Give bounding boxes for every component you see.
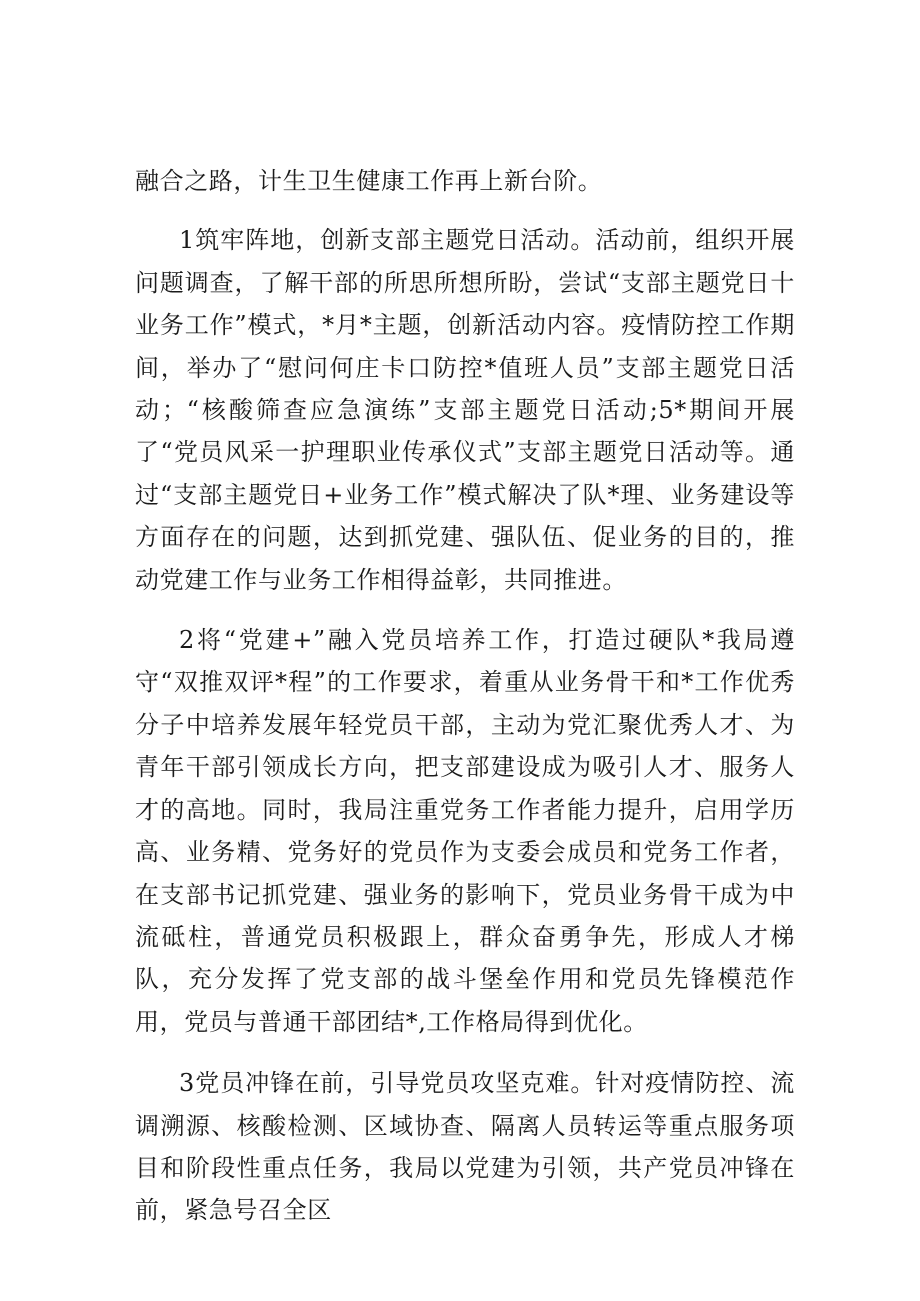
paragraph-2-party-member-training: 2将“党建+”融入党员培养工作，打造过硬队*我局遵守“双推双评*程”的工作要求，着重从业务骨干和*工作优秀分子中培养发展年轻党员干部，主动为党汇聚优秀人才、为青年干部引领成长方向，把支部建设成为吸引人才、服务人才的高地。同时，我局注重党务工作者能力提升，启用学历高、业务精、党务好的党员作为支委会成员和党务工作者，在支部书记抓党建、强业务的影响下，党员业务骨干成为中流砥柱，普通党员积极跟上，群众奋勇争先，形成人才梯队，充分发挥了党支部的战斗堡垒作用和党员先锋模范作用，党员与普通干部团结*,工作格局得到优化。 <box>135 626 795 1036</box>
document-body <box>135 160 795 1232</box>
paragraph-continuation: 融合之路，计生卫生健康工作再上新台阶。 <box>135 167 603 195</box>
paragraph-1-party-day-activity: 1筑牢阵地，创新支部主题党日活动。活动前，组织开展问题调查，了解干部的所思所想所盼，尝试“支部主题党日十业务工作”模式，*月*主题，创新活动内容。疫情防控工作期间，举办了“慰问何庄卡口防控*值班人员”支部主题党日活动；“核酸筛查应急演练”支部主题党日活动;5*期间开展了“党员风采一护理职业传承仪式”支部主题党日活动等。通过“支部主题党日+业务工作”模式解决了队*理、业务建设等方面存在的问题，达到抓党建、强队伍、促业务的目的，推动党建工作与业务工作相得益彰，共同推进。 <box>135 226 795 594</box>
paragraph-3-members-take-lead: 3党员冲锋在前，引导党员攻坚克难。针对疫情防控、流调溯源、核酸检测、区域协查、隔离人员转运等重点服务项目和阶段性重点任务，我局以党建为引领，共产党员冲锋在前，紧急号召全区 <box>135 1069 795 1225</box>
